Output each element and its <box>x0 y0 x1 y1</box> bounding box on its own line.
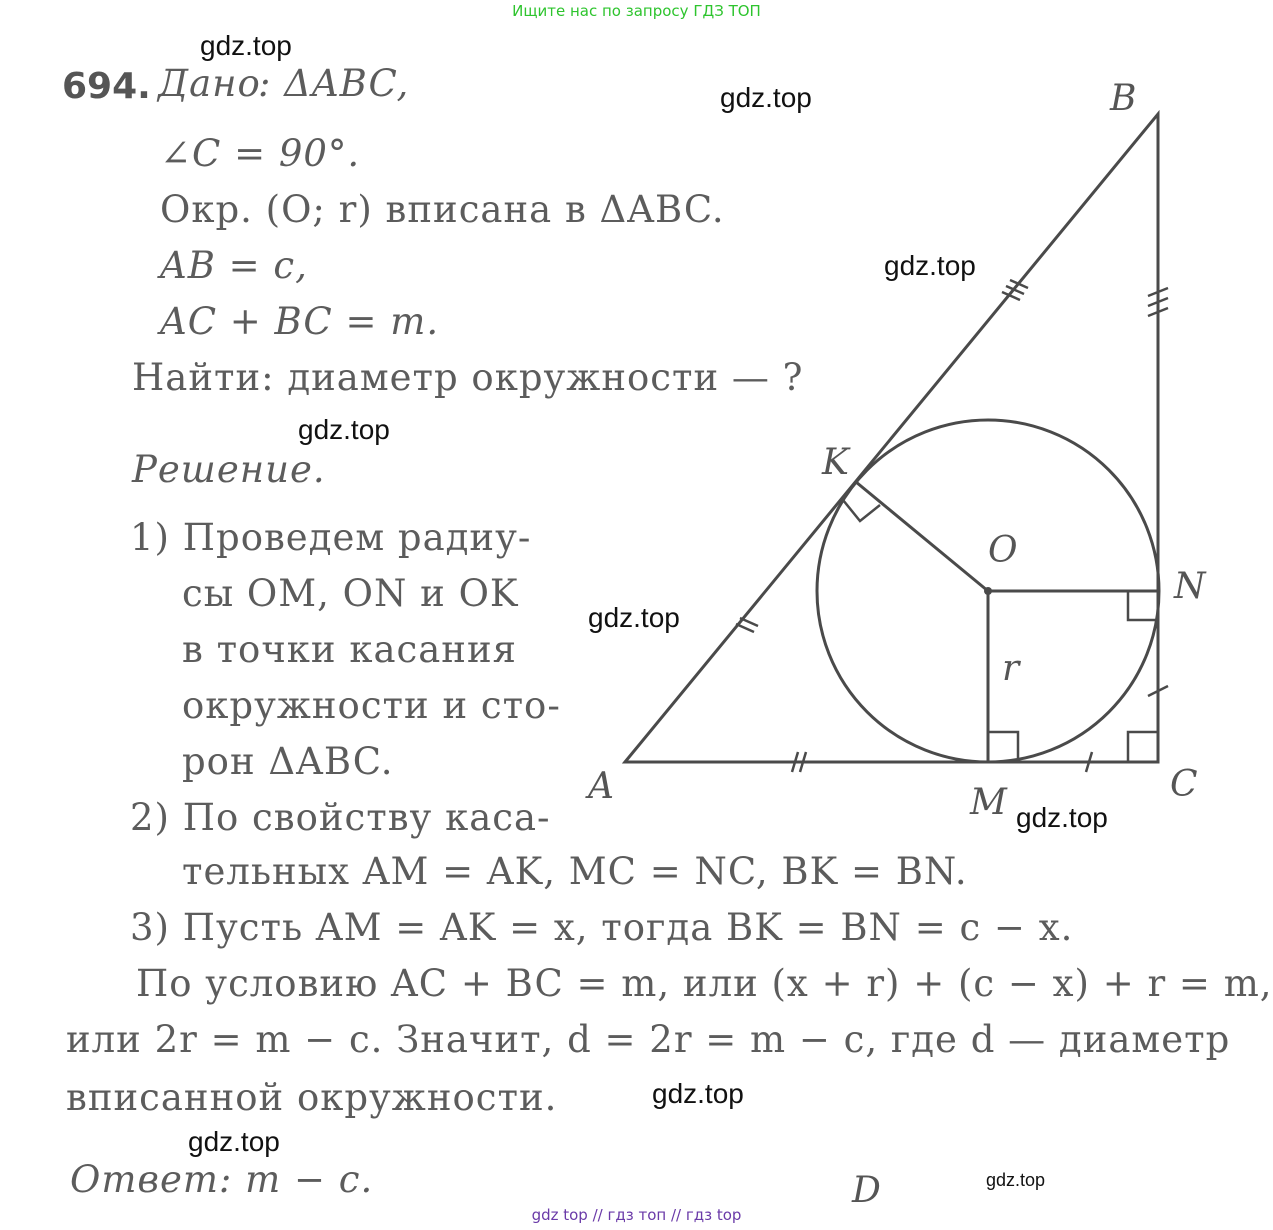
conclusion-line-1: По условию AC + BC = m, или (x + r) + (c − x) + r = m, <box>136 962 1273 1005</box>
label-d: D <box>852 1170 881 1211</box>
right-angle-n <box>1128 591 1158 620</box>
step-1-line-3: в точки касания <box>182 628 517 671</box>
tick-ak-1 <box>736 624 754 632</box>
watermark: gdz.top <box>652 1078 744 1109</box>
given-line-3: Окр. (O; r) вписана в ΔABC. <box>160 188 725 231</box>
step-1-line-1: 1) Проведем радиу- <box>130 516 532 559</box>
tick-ak-2 <box>740 618 758 626</box>
watermark: gdz.top <box>200 30 292 61</box>
given-label: Дано <box>158 62 261 105</box>
radius-ok <box>856 482 988 591</box>
answer-line: Ответ: m − c. <box>70 1158 374 1201</box>
step-2-line-2: тельных AM = AK, MC = NC, BK = BN. <box>182 850 968 893</box>
label-b: B <box>1110 78 1137 119</box>
find-line: Найти: диаметр окружности — ? <box>132 356 804 399</box>
right-angle-c <box>1128 732 1158 762</box>
step-3-line: 3) Пусть AM = AK = x, тогда BK = BN = c − x. <box>130 906 1074 949</box>
top-banner: Ищите нас по запросу ГДЗ ТОП <box>512 2 761 20</box>
watermark: gdz.top <box>588 602 680 633</box>
center-point-o <box>984 587 992 595</box>
label-c: C <box>1170 764 1198 805</box>
label-k: K <box>822 442 849 483</box>
given-line-1: : ΔABC, <box>258 62 410 105</box>
given-line-4: AB = c, <box>160 244 308 287</box>
watermark: gdz.top <box>1016 802 1108 833</box>
problem-number: 694. <box>62 66 151 107</box>
label-n: N <box>1174 566 1206 607</box>
triangle-abc <box>625 114 1158 762</box>
label-a: A <box>588 766 614 807</box>
step-1-line-4: окружности и сто- <box>182 684 561 727</box>
given-line-5: AC + BC = m. <box>160 300 440 343</box>
conclusion-line-2: или 2r = m − c. Значит, d = 2r = m − c, где d — диаметр <box>66 1018 1231 1061</box>
right-angle-m <box>988 732 1018 762</box>
right-angle-k <box>843 500 880 521</box>
watermark: gdz.top <box>298 414 390 445</box>
label-r: r <box>1002 648 1020 689</box>
step-1-line-5: рон ΔABC. <box>182 740 394 783</box>
label-o: O <box>988 530 1018 571</box>
label-m: M <box>970 782 1007 823</box>
watermark: gdz.top <box>188 1126 280 1157</box>
step-1-line-2: сы OM, ON и OK <box>182 572 519 615</box>
watermark-small: gdz.top <box>986 1170 1046 1190</box>
given-line-2: ∠C = 90°. <box>160 132 361 175</box>
watermark: gdz.top <box>720 82 812 113</box>
watermark: gdz.top <box>884 250 976 281</box>
step-2-line-1: 2) По свойству каса- <box>130 796 551 839</box>
bottom-banner: gdz top // гдз топ // гдз top <box>531 1206 742 1224</box>
solution-label: Решение. <box>132 448 326 491</box>
conclusion-line-3: вписанной окружности. <box>66 1076 558 1119</box>
